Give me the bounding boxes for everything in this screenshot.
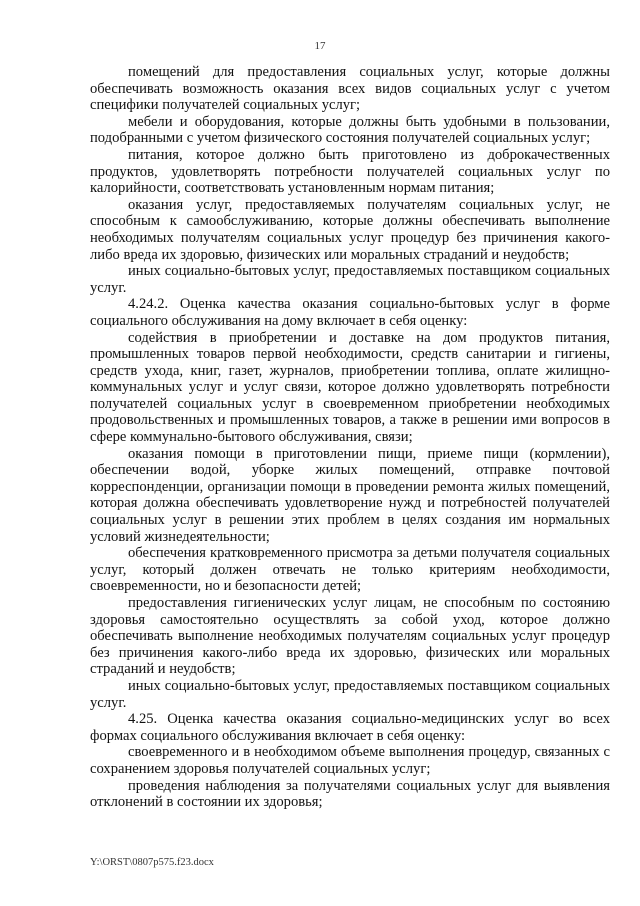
paragraph: питания, которое должно быть приготовлено из доброкачественных продуктов, удовлетворять потребности получателей социальных услуг по калорийности, соответствовать установленным нормам питания;: [90, 146, 610, 197]
paragraph: помещений для предоставления социальных услуг, которые должны обеспечивать возможность оказания всех видов социальных услуг с учетом специфики получателей социальных услуг;: [90, 64, 610, 114]
section-paragraph-4-24-2: 4.24.2. Оценка качества оказания социально-бытовых услуг в форме социального обслуживания на дому включает в себя оценку:: [90, 296, 610, 329]
page-number: 17: [314, 40, 326, 52]
paragraph: проведения наблюдения за получателями социальных услуг для выявления отклонений в состоянии их здоровья;: [90, 777, 610, 811]
document-body: [90, 64, 610, 811]
paragraph: предоставления гигиенических услуг лицам, не способным по состоянию здоровья самостоятельно осуществлять за собой уход, которое должно обеспечивать выполнение необходимых получателям социальных услуг процедур без причинения какого-либо вреда их здоровью, физических или моральных страданий и неудобств;: [90, 595, 610, 678]
paragraph: иных социально-бытовых услуг, предоставляемых поставщиком социальных услуг.: [90, 263, 610, 296]
paragraph: иных социально-бытовых услуг, предоставляемых поставщиком социальных услуг.: [90, 677, 610, 711]
paragraph: обеспечения кратковременного присмотра за детьми получателя социальных услуг, который должен отвечать не только критериям необходимости, своевременности, но и безопасности детей;: [90, 545, 610, 595]
paragraph: мебели и оборудования, которые должны быть удобными в пользовании, подобранными с учетом физического состояния получателей социальных услуг;: [90, 113, 610, 147]
paragraph: содействия в приобретении и доставке на дом продуктов питания, промышленных товаров первой необходимости, средств санитарии и гигиены, средств ухода, книг, газет, журналов, приобретении топлива, оплате жилищно-коммунальных услуг и услуг связи, которое должно удовлетворять потребности получателей социальных услуг в своевременном приобретении необходимых продовольственных и промышленных товаров, а также в решении ими вопросов в сфере коммунально-бытового обслуживания, связи;: [90, 329, 610, 446]
paragraph: оказания помощи в приготовлении пищи, приеме пищи (кормлении), обеспечении водой, уборке жилых помещений, отправке почтовой корреспонденции, организации помощи в проведении ремонта жилых помещений, которая должна обеспечивать удовлетворение нужд и потребностей получателей социальных услуг в решении этих проблем в целях создания им нормальных условий жизнедеятельности;: [90, 445, 610, 545]
section-paragraph-4-25: 4.25. Оценка качества оказания социально-медицинских услуг во всех формах социального обслуживания включает в себя оценку:: [90, 711, 610, 744]
footer-file-path: Y:\ORST\0807p575.f23.docx: [90, 857, 214, 868]
paragraph: оказания услуг, предоставляемых получателям социальных услуг, не способным к самообслуживанию, которые должны обеспечивать выполнение необходимых получателям социальных услуг процедур без причинения какого-либо вреда их здоровью, физических или моральных страданий и неудобств;: [90, 196, 610, 263]
paragraph: своевременного и в необходимом объеме выполнения процедур, связанных с сохранением здоровья получателей социальных услуг;: [90, 744, 610, 777]
